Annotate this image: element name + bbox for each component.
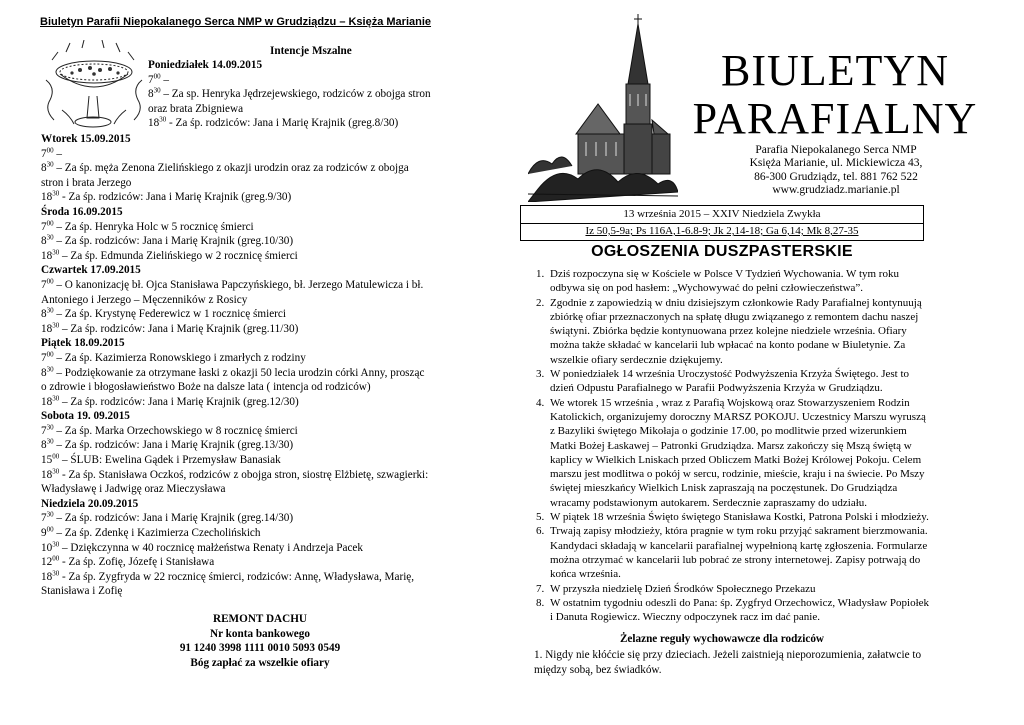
mass-entry: $18^{30}$ - Za śp. Stanisława Oczkoś, rodziców z obojga stron, siostrę Elżbietę, szwagierki: — [41, 466, 429, 481]
day-heading: Wtorek 15.09.2015 — [41, 133, 131, 145]
mass-entry: $18^{30}$ – Za śp. Edmunda Zielińskiego w 2 rocznicę śmierci — [41, 248, 298, 262]
mass-entry: $18^{30}$ - Za śp. Zygfryda w 22 rocznicę śmierci, rodziców: Annę, Władysława, Marię, — [41, 569, 415, 583]
announcement-item: 2. Zgodnie z zapowiedzią w dniu dzisiejszym członkowie Rady Parafialnej kontynuują zbiórkę ofiar przeznaczonych na spłatę długu związanego z remontem dachu naszej świątyni. Zbiórka będzie kontynuowana przez kolejne niedziele września. Ofiary można także składać w kancelarii lub wpłacać na konto podane w Biuletynie. Za wszelkie ofiary serdecznie dziękujemy. — [536, 296, 922, 366]
mass-entry: $18^{30}$ - Za śp. rodziców: Jana i Marię Krajnik (greg.9/30) — [41, 189, 292, 204]
mass-entry: $10^{30}$ – Dziękczynna w 40 rocznicę małżeństwa Renaty i Andrzeja Pacek — [41, 539, 363, 554]
address-line: 86-300 Grudziądz, tel. 881 762 522 — [754, 170, 918, 183]
roof-repair-notice — [150, 612, 370, 670]
mass-entry: $8^{30}$ – Podziękowanie za otrzymane łaski z okazji 50 lecia urodzin córki Anny, prosząc — [41, 364, 425, 379]
mass-entry: $7^{30}$ – Za śp. rodziców: Jana i Marię Krajnik (greg.14/30) — [41, 510, 294, 525]
intentions-list — [41, 132, 428, 599]
mass-entry: $15^{00}$ – ŚLUB: Ewelina Gądek i Przemysław Banasiak — [41, 452, 281, 467]
day-heading: Niedziela 20.09.2015 — [41, 497, 139, 510]
address-line: Księża Marianie, ul. Mickiewicza 43, — [749, 157, 923, 170]
announcement-item: 5. W piątek 18 września Święto świętego Stanisława Kostki, Patrona Polski i młodzieży. — [536, 511, 929, 524]
announcement-item: 3. W poniedziałek 14 września Uroczystość Podwyższenia Krzyża Świętego. Jest to dzień Odpustu Parafialnego w Parafii Podwyższenia Krzyża w Grudziądzu. — [536, 368, 910, 395]
mass-entry: $7^{00}$ – Za śp. Henryka Holc w 5 rocznicę śmierci — [41, 218, 254, 233]
masthead-line1: BIULETYN — [721, 46, 949, 95]
bulletin-header: Biuletyn Parafii Niepokalanego Serca NMP w Grudziądzu – Księża Marianie — [40, 16, 432, 28]
intentions-title: Intencje Mszalne — [270, 45, 352, 57]
roof-title: REMONT DACHU — [213, 613, 307, 625]
day-heading: Poniedziałek 14.09.2015 — [148, 59, 263, 71]
mass-entry: $8^{30}$ – Za sp. Henryka Jędrzejewskiego, rodziców z obojga stron — [148, 86, 431, 101]
mass-entry: Stanisława i Zofię — [41, 585, 123, 598]
church-illustration — [528, 14, 678, 202]
rules-line: 1. Nigdy nie kłóćcie się przy dzieciach. Jeżeli zaistnieją nieporozumienia, załatwcie to — [534, 649, 922, 661]
website-link[interactable]: www.grudziadz.marianie.pl — [772, 184, 900, 197]
rules-title: Żelazne reguły wychowawcze dla rodziców — [619, 633, 825, 645]
mass-entry: Władysławę i Jadwigę oraz Mieczysława — [41, 483, 226, 496]
mass-entry: $8^{30}$ – Za śp. rodziców: Jana i Marię Krajnik (greg.13/30) — [41, 437, 294, 452]
mass-entry: $7^{30}$ – Za śp. Marka Orzechowskiego w 8 rocznicę śmierci — [41, 423, 298, 437]
mass-entry: $8^{30}$ – Za śp. rodziców: Jana i Marię Krajnik (greg.10/30) — [41, 233, 294, 248]
day-heading: Czwartek 17.09.2015 — [41, 264, 141, 277]
day-block-monday — [148, 58, 431, 131]
day-heading: Sobota 19. 09.2015 — [41, 410, 130, 423]
announcement-item: 7. W przyszła niedzielę Dzień Środków Społecznego Przekazu — [536, 582, 816, 595]
account-number: 91 1240 3998 1111 0010 5093 0549 — [179, 642, 341, 655]
day-heading: Środa 16.09.2015 — [41, 205, 123, 218]
mass-entry: $7^{00}$ – O kanonizację bł. Ojca Stanisława Papczyńskiego, bł. Jerzego Matulewicza i bł. — [41, 277, 424, 291]
mass-entry: $18^{30}$ - Za śp. rodziców: Jana i Marię Krajnik (greg.8/30) — [148, 115, 399, 130]
announcement-item: 6. Trwają zapisy młodzieży, która pragnie w tym roku przyjąć sakrament bierzmowania. Kandydaci składają w kancelarii parafialnej wypełnioną kartę zgłoszenia. Formularze można otrzymać w kancelarii lub pobrać ze strony internetowej. Zapisy potrwają do końca września. — [536, 525, 928, 581]
thanks-line: Bóg zapłać za wszelkie ofiary — [190, 656, 330, 669]
mass-entry: $12^{00}$ - Za śp. Zofię, Józefę i Stanisława — [41, 554, 215, 569]
announcements-title: OGŁOSZENIA DUSZPASTERSKIE — [591, 243, 853, 260]
rules-line: między sobą, bez świadków. — [534, 663, 662, 676]
day-heading: Piątek 18.09.2015 — [41, 337, 125, 350]
mass-entry: $18^{30}$ – Za śp. rodziców: Jana i Marię Krajnik (greg.12/30) — [41, 393, 299, 408]
mass-entry: oraz brata Zbigniewa — [148, 102, 244, 115]
mass-entry: $8^{30}$ – Za śp. Krystynę Federewicz w 1 rocznicę śmierci — [41, 306, 286, 321]
chalice-host-icon — [42, 40, 146, 136]
mass-entry: stron i brata Jerzego — [41, 176, 132, 189]
rules-text — [534, 648, 984, 677]
address-line: Parafia Niepokalanego Serca NMP — [755, 144, 917, 156]
scripture-readings: Iz 50,5-9a; Ps 116A,1-6.8-9; Jk 2,14-18; Ga 6,14; Mk 8,27-35 — [520, 223, 924, 241]
masthead-line2: PARAFIALNY — [692, 94, 978, 143]
announcements-list — [536, 267, 980, 624]
parish-address — [686, 144, 986, 198]
announcement-item: 4. We wtorek 15 września , wraz z Parafią Wojskową oraz Stowarzyszeniem Rodzin Katolickich, organizujemy doroczny MARSZ POKOJU. Uczestnicy Marszu wyruszą z Bazyliki świętego Mikołaja o godzinie 17.00, po modlitwie przed wizerunkiem Matki Bożej Łaskawej – Patronki Grudziądza. Marsz zakończy się Mszą świętą w kaplicy w Wielkich Lniskach przed Obliczem Matki Bożej Królowej Pokoju. Celem marszu jest modlitwa o pokój w sercu, rodzinie, mieście, kraju i na świecie. Po Mszy świętej mieszkańcy Wielkich Lnisk zapraszają na poczęstunek. Do Grudziądza wracamy podstawionym autokarem. Serdecznie zapraszamy do udziału. — [536, 396, 926, 509]
mass-entry: $7^{00}$ – — [148, 71, 169, 86]
announcement-item: 1. Dziś rozpoczyna się w Kościele w Polsce V Tydzień Wychowania. W tym roku odbywa się on pod hasłem: „Wychowywać do pełni człowieczeństwa”. — [536, 268, 899, 295]
mass-entry: $9^{00}$ – Za śp. Zdenkę i Kazimierza Czecholińskich — [41, 525, 261, 540]
announcement-item: 8. W ostatnim tygodniu odeszli do Pana: śp. Zygfryd Orzechowicz, Władysław Popiołek i Danuta Rogiewicz. Wieczny odpoczynek racz im dać panie. — [536, 596, 930, 624]
mass-entry: $18^{30}$ – Za śp. rodziców: Jana i Marię Krajnik (greg.11/30) — [41, 320, 299, 335]
liturgical-date: 13 września 2015 – XXIV Niedziela Zwykła — [520, 205, 924, 224]
account-label: Nr konta bankowego — [210, 627, 310, 640]
mass-entry: $8^{30}$ – Za śp. męża Zenona Zielińskiego z okazji urodzin oraz za rodziców z obojga — [41, 160, 409, 175]
mass-entry: $7^{00}$ – Za śp. Kazimierza Ronowskiego i zmarłych z rodziny — [41, 350, 306, 364]
mass-entry: o zdrowie i błogosławieństwo Boże na dalsze lata ( intencja od rodziców) — [41, 381, 371, 394]
mass-entry: Antoniego i Jerzego – Męczenników z Rosicy — [41, 293, 248, 306]
mass-entry: $7^{00}$ – — [41, 145, 62, 160]
